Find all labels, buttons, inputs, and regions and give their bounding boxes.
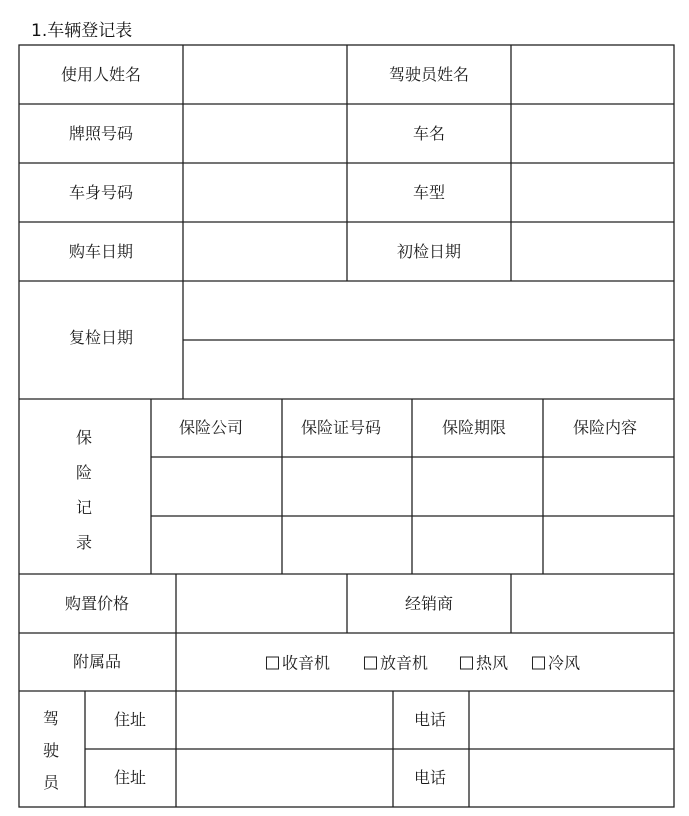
col-insurance-period: 保险期限 xyxy=(441,418,507,437)
label-dealer: 经销商 xyxy=(404,594,454,613)
field-driver-address-2[interactable] xyxy=(177,750,392,806)
field-purchase-date[interactable] xyxy=(184,223,346,280)
label-reinspection-date: 复检日期 xyxy=(68,328,134,347)
label-plate-number: 牌照号码 xyxy=(68,124,134,143)
form-title: 1.车辆登记表 xyxy=(31,21,133,41)
checkbox-icon xyxy=(266,657,279,670)
label-first-inspection-date: 初检日期 xyxy=(396,242,462,261)
accessory-air-conditioning[interactable]: 冷风 xyxy=(532,651,580,674)
label-driver-address-1: 住址 xyxy=(113,710,147,729)
label-car-name: 车名 xyxy=(412,124,446,143)
insurance-record-label: 保 险 记 录 xyxy=(75,428,92,552)
field-driver-name[interactable] xyxy=(512,46,673,103)
accessory-heater[interactable]: 热风 xyxy=(460,651,508,674)
label-driver-address-2: 住址 xyxy=(113,768,147,787)
checkbox-icon xyxy=(364,657,377,670)
field-first-inspection-date[interactable] xyxy=(512,223,673,280)
field-body-number[interactable] xyxy=(184,164,346,221)
col-insurance-company: 保险公司 xyxy=(178,418,244,437)
label-accessories: 附属品 xyxy=(72,652,122,671)
field-driver-address-1[interactable] xyxy=(177,692,392,748)
checkbox-icon xyxy=(460,657,473,670)
accessory-cassette-player[interactable]: 放音机 xyxy=(364,651,428,674)
label-driver-phone-1: 电话 xyxy=(413,710,447,729)
checkbox-icon xyxy=(532,657,545,670)
field-user-name[interactable] xyxy=(184,46,346,103)
field-driver-phone-1[interactable] xyxy=(470,692,673,748)
accessory-radio[interactable]: 收音机 xyxy=(266,651,330,674)
label-purchase-date: 购车日期 xyxy=(68,242,134,261)
field-car-name[interactable] xyxy=(512,105,673,162)
driver-label: 驾 驶 员 xyxy=(42,709,59,792)
field-dealer[interactable] xyxy=(512,575,673,632)
field-driver-phone-2[interactable] xyxy=(470,750,673,806)
field-purchase-price[interactable] xyxy=(177,575,346,632)
label-driver-phone-2: 电话 xyxy=(413,768,447,787)
label-body-number: 车身号码 xyxy=(68,183,134,202)
field-car-model[interactable] xyxy=(512,164,673,221)
label-car-model: 车型 xyxy=(412,183,446,202)
field-plate-number[interactable] xyxy=(184,105,346,162)
label-purchase-price: 购置价格 xyxy=(64,594,130,613)
field-reinspection-date-2[interactable] xyxy=(184,341,673,398)
col-insurance-coverage: 保险内容 xyxy=(572,418,638,437)
field-reinspection-date-1[interactable] xyxy=(184,282,673,339)
label-user-name: 使用人姓名 xyxy=(60,65,142,84)
label-driver-name: 驾驶员姓名 xyxy=(388,65,470,84)
col-insurance-policy-number: 保险证号码 xyxy=(300,418,382,437)
